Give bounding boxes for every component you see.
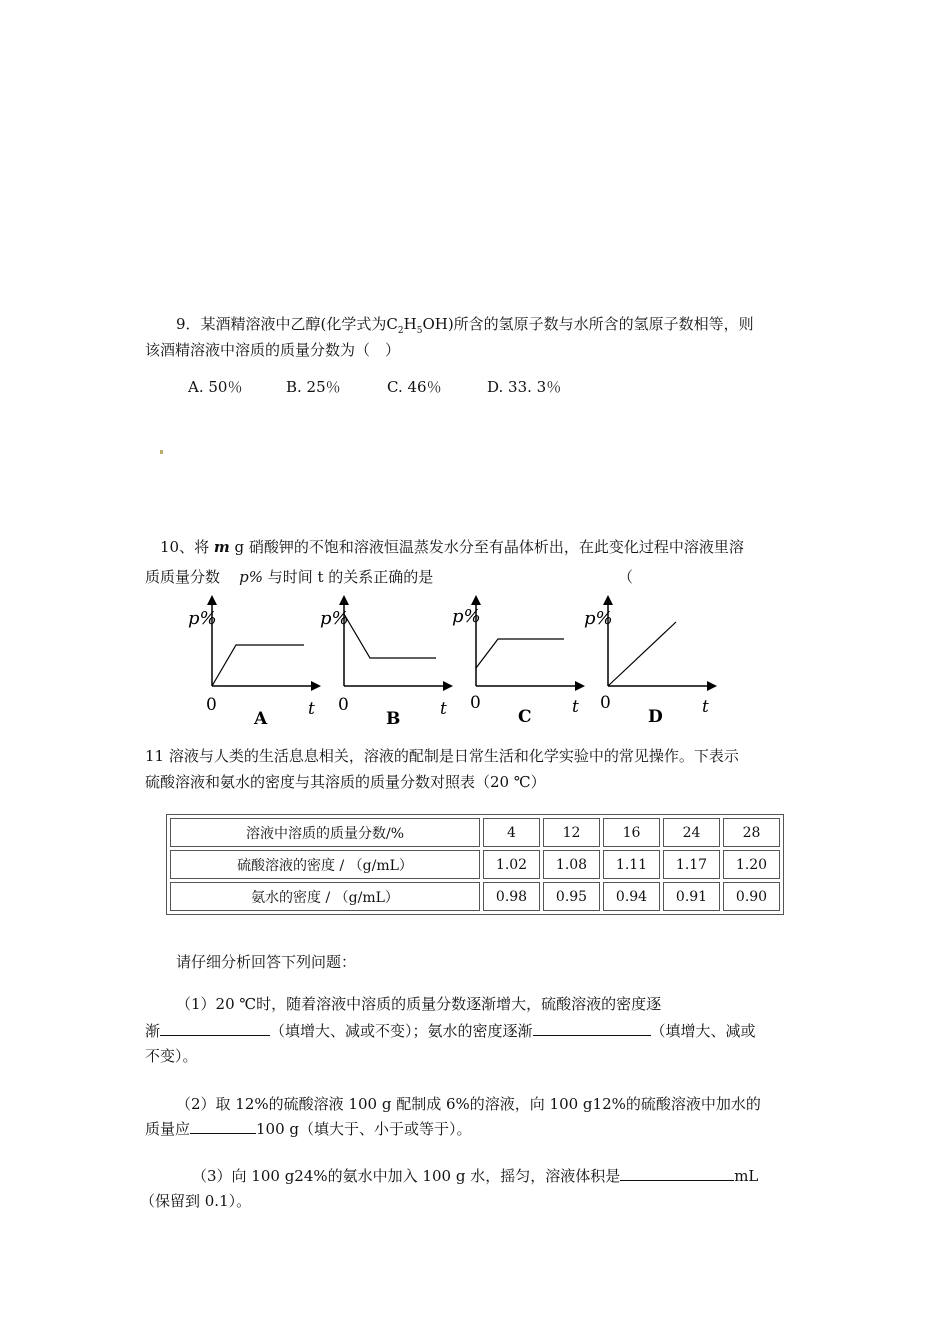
scan-speck	[160, 450, 163, 454]
graph-c-curve	[476, 639, 564, 668]
q10-line2: 质质量分数 p% 与时间 t 的关系正确的是	[145, 568, 434, 586]
table-cell: 1.20	[723, 850, 780, 879]
graph-b-ylabel: p%	[320, 608, 349, 629]
q11-part1-line1: （1）20 ℃时，随着溶液中溶质的质量分数逐渐增大，硫酸溶液的密度逐	[176, 995, 662, 1013]
q9-option-d: D. 33. 3％	[487, 378, 562, 396]
q11-part3-line2: （保留到 0.1）。	[140, 1192, 252, 1210]
q9-option-b: B. 25％	[286, 378, 341, 396]
graph-c-xlabel: t	[572, 697, 579, 717]
table-cell-label: 溶液中溶质的质量分数/%	[170, 818, 480, 847]
q9-option-c: C. 46％	[387, 378, 442, 396]
q11-prompt: 请仔细分析回答下列问题：	[176, 953, 357, 971]
answer-blank-1[interactable]	[160, 1021, 270, 1036]
q11-part3-line1: （3）向 100 g24%的氨水中加入 100 g 水，摇匀，溶液体积是 mL	[192, 1167, 759, 1185]
q9-line2: 该酒精溶液中溶质的质量分数为（ ）	[145, 341, 401, 359]
graph-a-letter: A	[254, 709, 268, 729]
table-cell: 1.08	[543, 850, 600, 879]
table-cell: 12	[543, 818, 600, 847]
table-cell-label: 氨水的密度 / （g/mL）	[170, 882, 480, 911]
graph-a-origin: 0	[206, 695, 217, 715]
q10-line1: 10、将 m g 硝酸钾的不饱和溶液恒温蒸发水分至有晶体析出，在此变化过程中溶液里溶	[160, 538, 744, 556]
graph-d-xlabel: t	[702, 697, 709, 717]
q11-line1: 11 溶液与人类的生活息息相关，溶液的配制是日常生活和化学实验中的常见操作。下表示	[145, 747, 739, 765]
table-cell: 0.90	[723, 882, 780, 911]
table-row	[170, 818, 780, 847]
table-cell: 0.94	[603, 882, 660, 911]
graph-a-ylabel: p%	[188, 608, 217, 629]
graph-b-xlabel: t	[440, 699, 447, 719]
graph-b-origin: 0	[338, 695, 349, 715]
answer-blank-2[interactable]	[533, 1021, 651, 1036]
table-cell: 28	[723, 818, 780, 847]
q9-option-a: A. 50％	[188, 378, 243, 396]
density-table	[166, 814, 784, 915]
q10-graphs	[180, 592, 740, 732]
table-cell: 1.17	[663, 850, 720, 879]
table-cell: 1.02	[483, 850, 540, 879]
answer-blank-3[interactable]	[190, 1119, 256, 1134]
graph-d-curve	[608, 622, 676, 686]
graph-c-ylabel: p%	[452, 606, 481, 627]
table-cell: 4	[483, 818, 540, 847]
graph-b-letter: B	[386, 709, 401, 729]
q9-line1: 9．某酒精溶液中乙醇(化学式为$C_2H_5OH$)所含的氢原子数与水所含的氢原子数相等，则	[176, 315, 754, 336]
graph-a	[188, 598, 318, 729]
table-row	[170, 882, 780, 911]
answer-blank-4[interactable]	[620, 1166, 734, 1181]
table-row	[170, 850, 780, 879]
graph-d-letter: D	[648, 707, 663, 727]
q11-part1-line3: 不变）。	[145, 1047, 198, 1065]
q10-paren: （	[618, 568, 634, 586]
graph-a-xlabel: t	[308, 699, 315, 719]
graph-a-curve	[212, 645, 304, 686]
q11-part2-line1: （2）取 12%的硫酸溶液 100 g 配制成 6%的溶液，向 100 g12%的硫酸溶液中加水的	[176, 1095, 761, 1113]
graph-b	[320, 598, 450, 729]
graph-d-ylabel: p%	[584, 608, 613, 629]
table-cell: 0.91	[663, 882, 720, 911]
graph-b-curve	[344, 614, 436, 658]
graph-c-origin: 0	[470, 693, 481, 713]
graph-d-origin: 0	[600, 693, 611, 713]
table-cell-label: 硫酸溶液的密度 / （g/mL）	[170, 850, 480, 879]
graph-c	[452, 598, 582, 727]
q11-part1-line2: 渐 （填增大、减或不变）；氨水的密度逐渐 （填增大、减或	[145, 1022, 756, 1040]
table-cell: 0.95	[543, 882, 600, 911]
table-cell: 1.11	[603, 850, 660, 879]
table-cell: 16	[603, 818, 660, 847]
q11-line2: 硫酸溶液和氨水的密度与其溶质的质量分数对照表（20 ℃）	[145, 773, 546, 791]
graph-d	[584, 598, 714, 727]
q11-part2-line2: 质量应 100 g（填大于、小于或等于）。	[145, 1120, 472, 1138]
graph-c-letter: C	[518, 707, 532, 727]
table-cell: 0.98	[483, 882, 540, 911]
table-cell: 24	[663, 818, 720, 847]
